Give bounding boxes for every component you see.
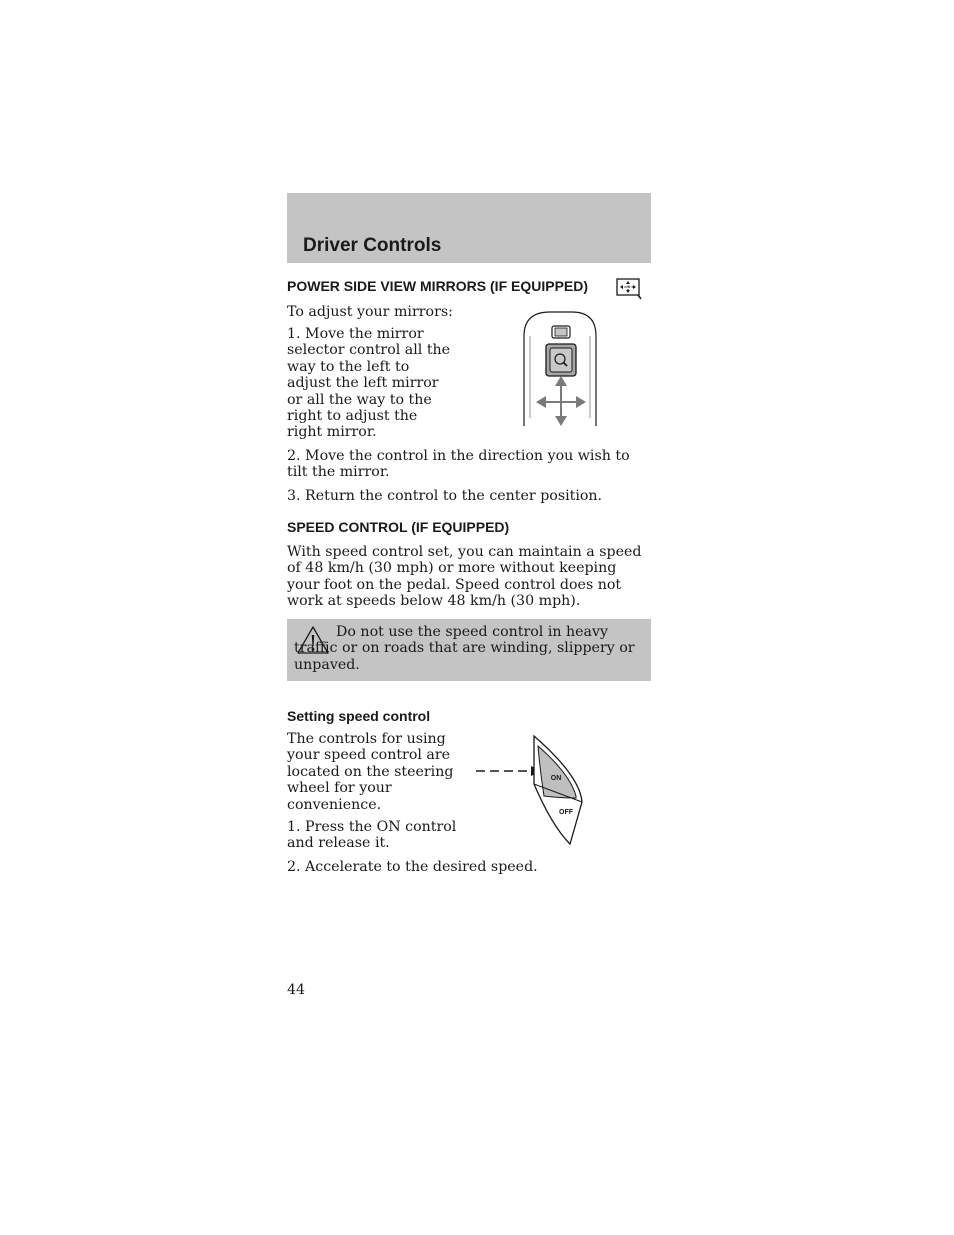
speed-control-heading: SPEED CONTROL (IF EQUIPPED) [287, 519, 510, 535]
mirror-control-switch-illustration [520, 308, 602, 430]
section-header-band [287, 193, 651, 263]
speed-control-body: With speed control set, you can maintain a speed of 48 km/h (30 mph) or more without keeping your foot on the pedal. Speed control does not work at speeds below 48 km/h (30 mph). [287, 544, 642, 610]
setting-step-1: 1. Press the ON control and release it. [287, 819, 457, 852]
power-mirror-icon [616, 278, 642, 300]
on-button-label: ON [550, 775, 562, 782]
speed-control-buttons-illustration [472, 730, 588, 850]
page-title: Driver Controls [303, 235, 442, 256]
off-button-label: OFF [559, 809, 573, 816]
setting-step-2: 2. Accelerate to the desired speed. [287, 859, 538, 875]
mirrors-intro: To adjust your mirrors: [287, 304, 453, 320]
warning-text: Do not use the speed control in heavy traffic or on roads that are winding, slippery or unpaved. [294, 624, 635, 673]
setting-speed-control-heading: Setting speed control [287, 708, 431, 724]
page-number: 44 [287, 982, 306, 998]
mirrors-step-2: 2. Move the control in the direction you wish to tilt the mirror. [287, 448, 630, 481]
mirrors-step-3: 3. Return the control to the center position. [287, 488, 603, 504]
setting-body: The controls for using your speed control are located on the steering wheel for your convenience. [287, 731, 454, 813]
mirrors-heading: POWER SIDE VIEW MIRRORS (IF EQUIPPED) [287, 278, 589, 294]
warning-box [287, 619, 651, 681]
mirrors-step-1: 1. Move the mirror selector control all the way to the left to adjust the left mirror or all the way to the right to adjust the right mirror. [287, 326, 451, 441]
